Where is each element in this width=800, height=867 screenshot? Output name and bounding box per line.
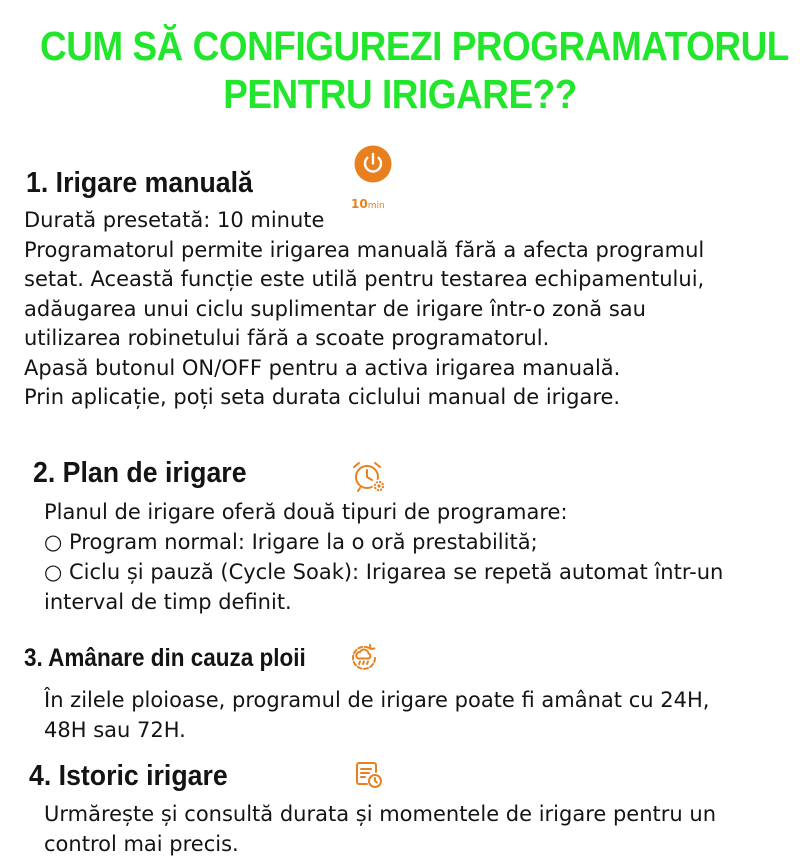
section-1-heading: 1. Irigare manuală bbox=[26, 167, 253, 199]
page-title bbox=[40, 22, 789, 118]
section-1-line-1: Durată presetată: 10 minute bbox=[24, 208, 325, 232]
section-3-line-1: În zilele ploioase, programul de irigare poate fi amânat cu 24H, bbox=[44, 688, 710, 712]
section-1-line-3: setat. Această funcție este utilă pentru testarea echipamentului, bbox=[24, 267, 705, 291]
section-1-line-5: utilizarea robinetului fără a scoate programatorul. bbox=[24, 326, 550, 350]
section-1-line-2: Programatorul permite irigarea manuală fără a afecta programul bbox=[24, 238, 705, 262]
section-2-line-3: ○ Ciclu și pauză (Cycle Soak): Irigarea se repetă automat într-un bbox=[44, 560, 724, 584]
power-button-icon bbox=[354, 145, 392, 183]
section-4-heading: 4. Istoric irigare bbox=[29, 760, 228, 792]
manual-duration-unit: min bbox=[367, 201, 385, 211]
section-2-heading: 2. Plan de irigare bbox=[33, 457, 247, 489]
section-3-heading: 3. Amânare din cauza ploii bbox=[24, 644, 306, 672]
section-1-line-4: adăugarea unui ciclu suplimentar de irigare într-o zonă sau bbox=[24, 297, 646, 321]
section-3-line-2: 48H sau 72H. bbox=[44, 718, 186, 742]
manual-duration-label bbox=[351, 197, 385, 211]
section-2-line-2: ○ Program normal: Irigare la o oră prestabilită; bbox=[44, 530, 538, 554]
section-2-line-4: interval de timp definit. bbox=[44, 590, 292, 614]
section-4-line-2: control mai precis. bbox=[44, 832, 239, 856]
section-1-line-6: Apasă butonul ON/OFF pentru a activa irigarea manuală. bbox=[24, 356, 621, 380]
rain-delay-icon bbox=[348, 642, 380, 674]
section-2-line-1: Planul de irigare oferă două tipuri de programare: bbox=[44, 500, 568, 524]
alarm-clock-gear-icon bbox=[351, 460, 387, 494]
section-1-line-7: Prin aplicație, poți seta durata ciclului manual de irigare. bbox=[24, 385, 621, 409]
history-log-icon bbox=[354, 760, 384, 790]
manual-duration-number: 10 bbox=[351, 197, 368, 211]
page-title-line-1: CUM SĂ CONFIGUREZI PROGRAMATORUL bbox=[40, 23, 789, 69]
section-4-line-1: Urmărește și consultă durata și momentele de irigare pentru un bbox=[44, 802, 717, 826]
page-title-line-2: PENTRU IRIGARE?? bbox=[223, 71, 577, 117]
